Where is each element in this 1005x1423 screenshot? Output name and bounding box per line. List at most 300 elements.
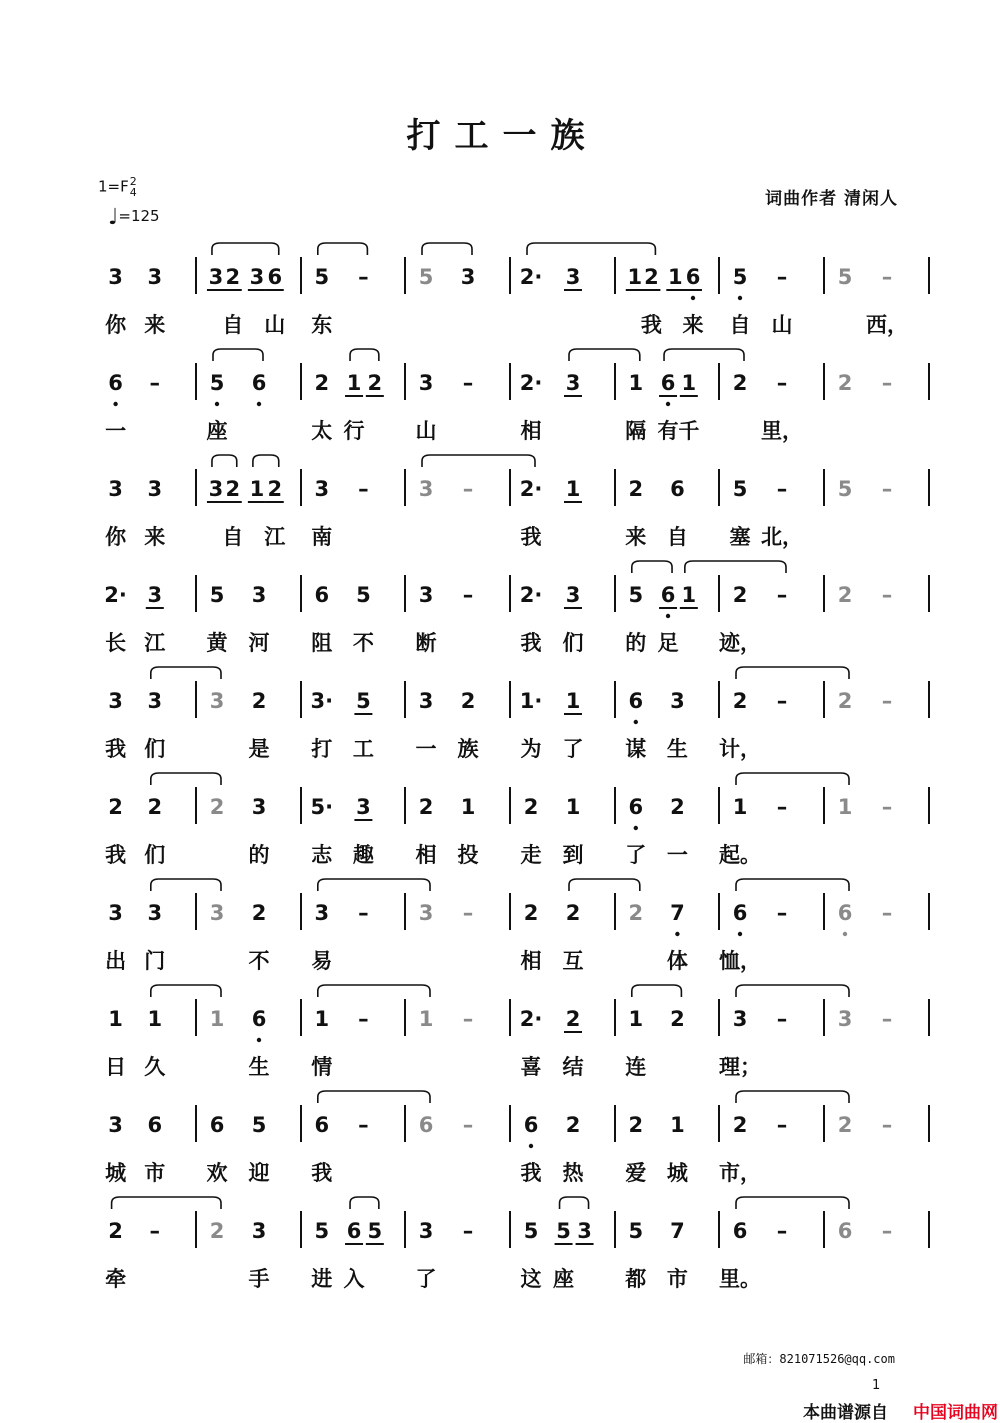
lyric-char: 西， [866, 313, 908, 337]
note: 6 [418, 1113, 434, 1137]
slur [212, 455, 237, 467]
low-octave-dot [113, 402, 117, 406]
note: 1 [732, 795, 748, 819]
note: 5 [556, 1219, 571, 1243]
note: – [881, 371, 893, 395]
note: 2· [519, 583, 543, 607]
note: 2 [644, 265, 659, 289]
note: 1 [668, 265, 683, 289]
slur [151, 985, 221, 997]
lyric-char: 生 [248, 1055, 270, 1079]
note: – [462, 477, 474, 501]
note: 3 [209, 901, 225, 925]
note: 6 [837, 1219, 853, 1243]
note: 2 [732, 583, 748, 607]
note: 6 [837, 901, 853, 925]
note: 5 [628, 1219, 644, 1243]
note: 3 [251, 1219, 267, 1243]
lyric-char: 座 [553, 1267, 575, 1291]
note: 1 [837, 795, 853, 819]
lyric-char: 座 [206, 419, 228, 443]
note: 1 [249, 477, 265, 501]
lyric-char: 一 [415, 737, 437, 761]
lyric-char: 来 [144, 525, 166, 549]
note: – [462, 1219, 474, 1243]
note: 2 [108, 795, 123, 819]
note: 3 [147, 477, 163, 501]
note: 6 [147, 1113, 163, 1137]
slur [350, 349, 379, 361]
lyric-char: 走 [520, 843, 542, 867]
composer-credit: 词曲作者 清闲人 [765, 189, 898, 209]
lyric-char: 是 [248, 737, 270, 761]
lyric-char: 易 [311, 949, 333, 973]
lyric-char: 行 [343, 419, 365, 443]
slur [632, 985, 682, 997]
low-octave-dot [675, 932, 679, 936]
note: 6 [523, 1113, 539, 1137]
email-contact: 邮箱：821071526@qq.com [743, 1352, 895, 1366]
note: 2 [251, 689, 267, 713]
note: 7 [670, 1219, 685, 1243]
low-octave-dot [843, 932, 847, 936]
note: 2 [251, 901, 267, 925]
lyric-char: 你 [105, 313, 127, 337]
slur [318, 243, 368, 255]
note: – [462, 583, 474, 607]
score-row [105, 985, 929, 1079]
lyric-char: 隔 [625, 419, 647, 443]
note: – [776, 795, 788, 819]
lyric-char: 的 [625, 631, 647, 655]
lyric-char: 里。 [719, 1267, 761, 1291]
score-row [105, 455, 929, 550]
note: – [776, 1113, 788, 1137]
note: 2 [732, 689, 748, 713]
low-octave-dot [529, 1144, 533, 1148]
lyric-char: 的 [248, 843, 270, 867]
score-row [105, 879, 929, 974]
lyric-char: 相 [520, 419, 542, 443]
note: 5 [367, 1219, 383, 1243]
note: – [776, 583, 788, 607]
note: 2 [565, 1007, 581, 1031]
note: 5 [209, 583, 225, 607]
low-octave-dot [738, 932, 742, 936]
note: 2· [519, 477, 543, 501]
lyric-char: 连 [625, 1055, 647, 1079]
note: 3 [209, 689, 225, 713]
lyric-char: 们 [144, 737, 166, 761]
note: – [881, 265, 893, 289]
lyric-char: 我 [520, 631, 542, 655]
lyric-char: 太 [311, 419, 333, 443]
note: 3 [418, 1219, 434, 1243]
note: 1· [519, 689, 543, 713]
time-denominator: 4 [129, 186, 137, 199]
lyric-char: 来 [625, 525, 647, 549]
slur [422, 243, 472, 255]
note: 3 [108, 477, 123, 501]
note: 1 [314, 1007, 330, 1031]
low-octave-dot [215, 402, 219, 406]
note: 3 [249, 265, 265, 289]
tempo-value: =125 [118, 207, 160, 225]
lyric-char: 市 [144, 1161, 166, 1185]
quarter-note-icon: ♩ [108, 205, 119, 230]
note: – [776, 265, 788, 289]
note: 2· [519, 1007, 543, 1031]
note: 5 [523, 1219, 539, 1243]
note: – [462, 901, 474, 925]
note: 3 [108, 901, 123, 925]
slur [736, 1197, 849, 1209]
slur [151, 667, 221, 679]
slur [527, 243, 655, 255]
lyric-char: 都 [625, 1267, 647, 1291]
lyric-char: 互 [562, 949, 584, 973]
note: 3 [208, 265, 224, 289]
lyric-char: 为 [520, 737, 542, 761]
note: 2 [670, 795, 685, 819]
note: 3· [310, 689, 334, 713]
lyric-char: 这 [520, 1267, 542, 1291]
note: 5 [418, 265, 434, 289]
note: 3 [418, 477, 434, 501]
note: 3 [208, 477, 224, 501]
note: 5 [209, 371, 225, 395]
note: 3 [356, 795, 371, 819]
note: 6 [314, 1113, 330, 1137]
note: 2 [418, 795, 434, 819]
note: 2 [225, 265, 241, 289]
slur [736, 773, 849, 785]
note: – [881, 477, 893, 501]
lyric-char: 来 [682, 313, 704, 337]
lyric-char: 一 [105, 419, 127, 443]
note: – [881, 901, 893, 925]
lyric-char: 市， [719, 1161, 761, 1185]
lyric-char: 了 [625, 843, 647, 867]
note: 5 [356, 689, 371, 713]
lyric-char: 爱 [625, 1161, 647, 1185]
low-octave-dot [634, 720, 638, 724]
lyric-char: 我 [311, 1161, 333, 1185]
lyric-char: 市 [666, 1267, 688, 1291]
note: 3 [418, 583, 434, 607]
slur [422, 455, 535, 467]
low-octave-dot [666, 614, 670, 618]
lyric-char: 我 [640, 313, 662, 337]
lyric-char: 北， [761, 525, 803, 549]
lyric-char: 不 [352, 631, 374, 655]
note: 1 [628, 371, 644, 395]
note: 6 [628, 795, 644, 819]
note: 5 [356, 583, 371, 607]
note: 1 [418, 1007, 434, 1031]
lyric-char: 我 [520, 1161, 542, 1185]
lyric-char: 塞 [729, 525, 751, 549]
note: 1 [346, 371, 362, 395]
lyric-char: 打 [311, 737, 333, 761]
lyric-char: 一 [666, 843, 688, 867]
note: 2 [147, 795, 163, 819]
lyric-char: 志 [311, 843, 333, 867]
note: 2 [225, 477, 241, 501]
note: 5 [314, 1219, 330, 1243]
note: 3 [565, 265, 581, 289]
note: 3 [147, 901, 163, 925]
lyric-char: 黄 [206, 631, 228, 655]
time-numerator: 2 [129, 175, 137, 188]
note: – [358, 1007, 369, 1031]
lyric-char: 日 [105, 1055, 127, 1079]
note: – [776, 371, 788, 395]
note: 2 [108, 1219, 123, 1243]
note: – [358, 265, 369, 289]
lyric-char: 南 [311, 525, 333, 549]
note: – [776, 689, 788, 713]
lyric-char: 结 [562, 1055, 584, 1079]
slur [151, 879, 221, 891]
lyric-char: 情 [311, 1055, 333, 1079]
note: – [776, 477, 788, 501]
note: 1 [565, 795, 581, 819]
lyric-char: 城 [666, 1161, 688, 1185]
note: 2· [519, 371, 543, 395]
note: 6 [346, 1219, 362, 1243]
note: 3 [565, 583, 581, 607]
lyric-char: 你 [105, 525, 127, 549]
lyric-char: 山 [264, 313, 286, 337]
note: 2· [104, 583, 127, 607]
note: 6 [660, 583, 676, 607]
note: 1 [681, 371, 697, 395]
note: 3 [314, 477, 330, 501]
note: – [776, 1219, 788, 1243]
lyric-char: 们 [562, 631, 584, 655]
page-title: 打工一族 [406, 116, 599, 156]
note: 1 [565, 689, 581, 713]
note: 1 [565, 477, 581, 501]
lyric-char: 城 [105, 1161, 127, 1185]
note: 2 [837, 689, 853, 713]
note: – [881, 1219, 893, 1243]
note: 3 [147, 689, 163, 713]
lyric-char: 江 [264, 525, 286, 549]
note: – [881, 689, 893, 713]
slur [151, 773, 221, 785]
note: 6 [660, 371, 676, 395]
note: 2 [732, 1113, 748, 1137]
note: 2 [314, 371, 330, 395]
lyric-char: 到 [562, 843, 584, 867]
note: – [358, 1113, 369, 1137]
note: 5 [732, 265, 748, 289]
note: 6 [251, 1007, 267, 1031]
note: 6 [267, 265, 283, 289]
note: – [358, 901, 369, 925]
lyric-char: 山 [771, 313, 793, 337]
note: 2 [628, 901, 644, 925]
low-octave-dot [666, 402, 670, 406]
note: – [149, 371, 161, 395]
lyric-char: 生 [666, 737, 688, 761]
note: 3 [837, 1007, 853, 1031]
slur [685, 561, 786, 573]
slur [253, 455, 279, 467]
slur [318, 985, 430, 997]
note: 3 [577, 1219, 592, 1243]
lyric-char: 欢 [206, 1161, 228, 1185]
note: 6 [108, 371, 123, 395]
note: 1 [108, 1007, 123, 1031]
note: 3 [460, 265, 476, 289]
note: 2 [523, 901, 539, 925]
source-site-link[interactable]: 中国词曲网 [913, 1403, 998, 1423]
note: 1 [681, 583, 697, 607]
lyric-char: 了 [562, 737, 584, 761]
note: 2 [209, 795, 225, 819]
note: 2 [837, 371, 853, 395]
lyric-char: 山 [415, 419, 437, 443]
note: – [358, 477, 369, 501]
key-prefix: 1=F [98, 177, 129, 196]
lyric-char: 江 [144, 631, 166, 655]
slur [569, 349, 640, 361]
page-number: 1 [872, 1378, 881, 1393]
lyric-char: 相 [415, 843, 437, 867]
note: 5 [837, 265, 853, 289]
slur [736, 667, 849, 679]
slur [664, 349, 744, 361]
note: 2 [460, 689, 476, 713]
note: 5 [251, 1113, 267, 1137]
lyric-char: 入 [343, 1267, 365, 1291]
lyric-char: 相 [520, 949, 542, 973]
lyric-char: 自 [222, 525, 244, 549]
note: 3 [147, 583, 163, 607]
note: 2 [837, 583, 853, 607]
note: 1 [209, 1007, 225, 1031]
low-octave-dot [257, 402, 261, 406]
lyric-char: 自 [222, 313, 244, 337]
lyric-char: 足 [657, 631, 679, 655]
lyric-char: 我 [520, 525, 542, 549]
note: – [462, 1007, 474, 1031]
note: 5 [837, 477, 853, 501]
lyric-char: 族 [457, 737, 479, 761]
note: 3 [732, 1007, 748, 1031]
lyric-char: 久 [144, 1055, 166, 1079]
low-octave-dot [257, 1038, 261, 1042]
slur [560, 1197, 589, 1209]
score-row [105, 243, 929, 338]
note: 2· [519, 265, 543, 289]
note: 3 [251, 583, 267, 607]
lyric-char: 长 [105, 631, 127, 655]
lyric-char: 自 [729, 313, 751, 337]
note: 1 [670, 1113, 685, 1137]
note: 3 [418, 901, 434, 925]
note: 1 [627, 265, 643, 289]
lyric-char: 我 [105, 843, 127, 867]
lyric-char: 趣 [352, 843, 374, 867]
note: 2 [628, 1113, 644, 1137]
lyric-char: 手 [248, 1267, 270, 1291]
note: 5 [732, 477, 748, 501]
lyric-char: 热 [562, 1161, 584, 1185]
lyric-char: 我 [105, 737, 127, 761]
low-octave-dot [634, 826, 638, 830]
lyric-char: 谋 [625, 737, 647, 761]
slur [632, 561, 672, 573]
lyric-char: 计， [719, 737, 761, 761]
note: – [776, 1007, 788, 1031]
score-row [105, 667, 929, 762]
slur [569, 879, 640, 891]
note: 3 [108, 689, 123, 713]
note: 5 [314, 265, 330, 289]
note: 2 [267, 477, 283, 501]
low-octave-dot [691, 296, 695, 300]
note: – [462, 371, 474, 395]
lyric-char: 投 [457, 843, 479, 867]
note: 6 [209, 1113, 225, 1137]
score-row [105, 1197, 929, 1291]
slur [350, 1197, 379, 1209]
note: 2 [209, 1219, 225, 1243]
note: 2 [565, 901, 581, 925]
note: – [881, 583, 893, 607]
note: 1 [628, 1007, 644, 1031]
slur [112, 1197, 221, 1209]
note: 7 [670, 901, 685, 925]
score-row [105, 1091, 929, 1186]
note: 3 [565, 371, 581, 395]
source-label: 本曲谱源自 [803, 1403, 888, 1423]
note: 3 [314, 901, 330, 925]
score-row [105, 773, 929, 867]
lyric-char: 了 [415, 1267, 437, 1291]
note: 3 [418, 689, 434, 713]
lyric-char: 里， [761, 419, 803, 443]
note: 2 [628, 477, 644, 501]
lyric-char: 河 [248, 631, 270, 655]
slur [212, 243, 279, 255]
note: 3 [108, 265, 123, 289]
note: 6 [314, 583, 330, 607]
note: – [881, 795, 893, 819]
note: 3 [147, 265, 163, 289]
lyric-char: 工 [352, 737, 374, 761]
note: 6 [251, 371, 267, 395]
note: 1 [460, 795, 476, 819]
lyric-char: 们 [144, 843, 166, 867]
lyric-char: 迹， [719, 631, 761, 655]
low-octave-dot [738, 296, 742, 300]
lyric-char: 恤， [719, 949, 761, 973]
lyric-char: 出 [105, 949, 127, 973]
note: 2 [732, 371, 748, 395]
lyric-char: 门 [144, 949, 166, 973]
note: – [881, 1113, 893, 1137]
lyric-char: 进 [311, 1267, 333, 1291]
note: 5 [628, 583, 644, 607]
lyric-char: 迎 [248, 1161, 270, 1185]
lyric-char: 自 [666, 525, 688, 549]
note: 1 [147, 1007, 163, 1031]
